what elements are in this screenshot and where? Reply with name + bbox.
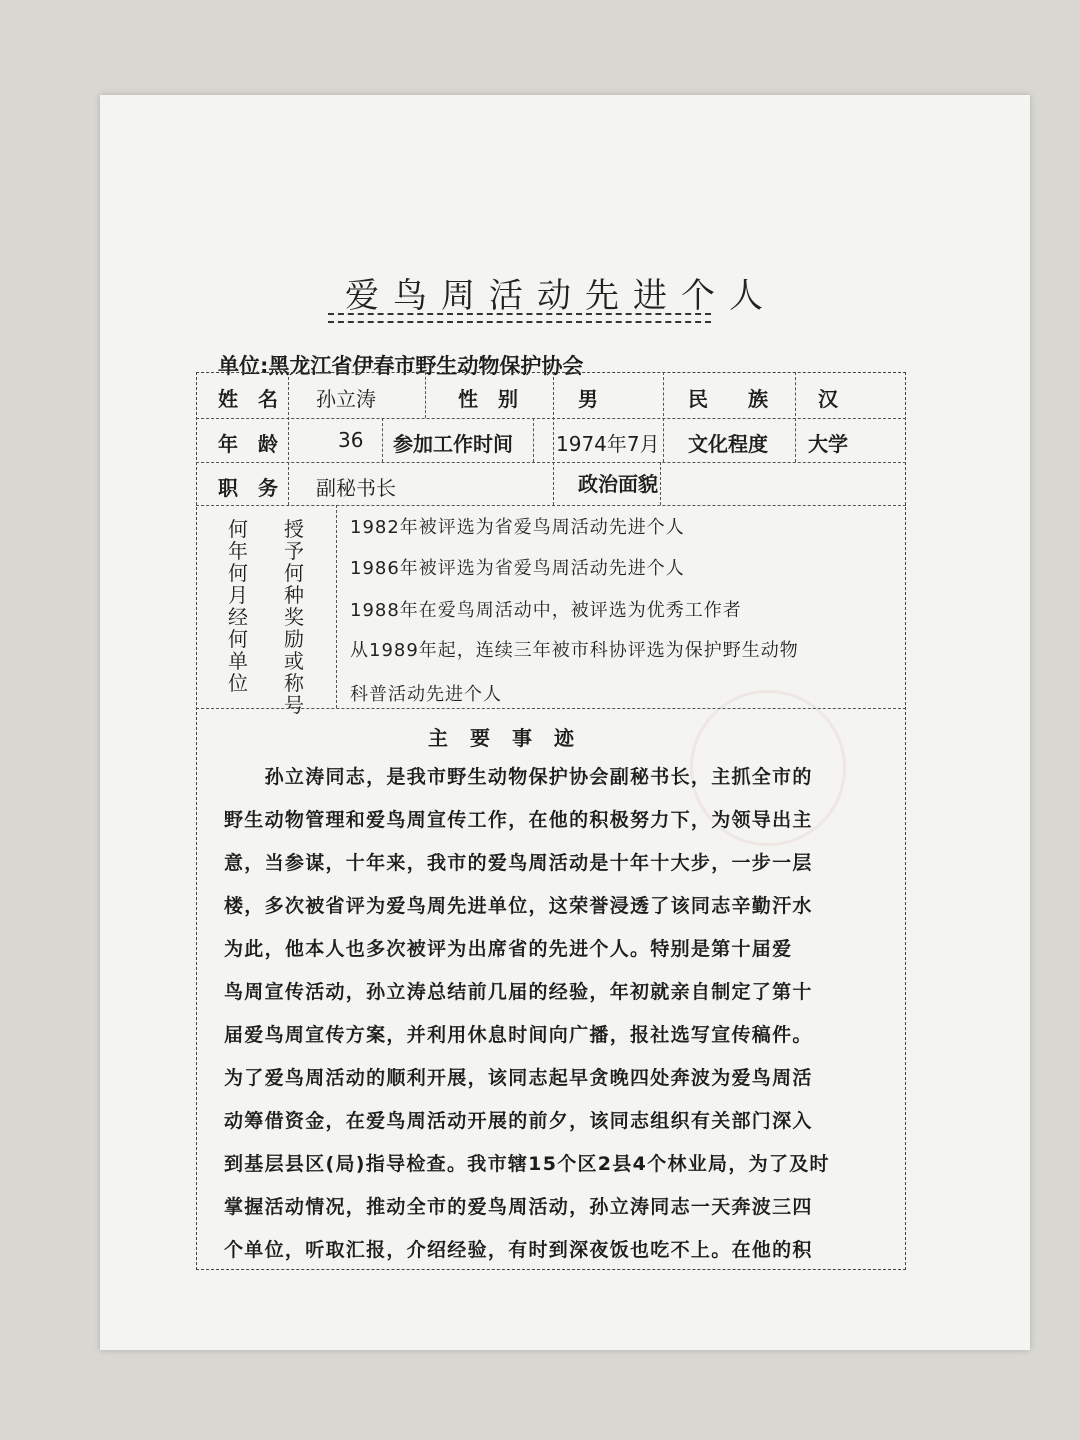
col-divider-b	[425, 372, 426, 418]
award-line-3: 1988年在爱鸟周活动中，被评选为优秀工作者	[350, 600, 742, 621]
work-start-label: 参加工作时间	[393, 432, 513, 456]
education-label: 文化程度	[688, 432, 768, 456]
col-divider-c	[382, 418, 383, 462]
col-divider-h	[795, 372, 796, 462]
row-divider-2	[196, 462, 906, 463]
gender-label: 性 别	[458, 387, 518, 411]
age-value: 36	[338, 428, 364, 452]
deeds-line-5: 为此，他本人也多次被评为出席省的先进个人。特别是第十届爱	[224, 938, 793, 960]
deeds-line-12: 个单位，听取汇报，介绍经验，有时到深夜饭也吃不上。在他的积	[224, 1239, 813, 1261]
deeds-line-11: 掌握活动情况，推动全市的爱鸟周活动，孙立涛同志一天奔波三四	[224, 1196, 813, 1218]
education-value: 大学	[808, 432, 848, 456]
deeds-line-10: 到基层县区(局)指导检查。我市辖15个区2县4个林业局，为了及时	[224, 1153, 830, 1175]
award-line-1: 1982年被评选为省爱鸟周活动先进个人	[350, 517, 685, 538]
col-divider-f	[663, 372, 664, 462]
ethnicity-value: 汉	[818, 387, 838, 411]
unit-line: 单位:黑龙江省伊春市野生动物保护协会	[218, 354, 584, 378]
deeds-line-1: 孙立涛同志，是我市野生动物保护协会副秘书长，主抓全市的	[224, 766, 813, 788]
col-divider-a	[288, 372, 289, 505]
award-line-4: 从1989年起，连续三年被市科协评选为保护野生动物	[350, 640, 799, 661]
deeds-line-3: 意，当参谋，十年来，我市的爱鸟周活动是十年十大步，一步一层	[224, 852, 813, 874]
position-value: 副秘书长	[316, 476, 396, 500]
name-value: 孙立涛	[316, 387, 376, 411]
col-divider-e	[533, 418, 534, 462]
col-divider-g	[660, 462, 661, 505]
deeds-line-4: 楼，多次被省评为爱鸟周先进单位，这荣誉浸透了该同志辛勤汗水	[224, 895, 813, 917]
row-divider-3	[196, 505, 906, 506]
name-label: 姓 名	[218, 387, 278, 411]
deeds-line-6: 鸟周宣传活动，孙立涛总结前几届的经验，年初就亲自制定了第十	[224, 981, 813, 1003]
political-label: 政治面貌	[578, 472, 658, 496]
title-underline-2	[328, 321, 711, 323]
gender-value: 男	[578, 387, 598, 411]
col-divider-i	[336, 505, 337, 708]
when-label: 何年何月经何单位	[228, 517, 248, 695]
work-start-value: 1974年7月	[556, 432, 660, 456]
section-title: 主要事迹	[428, 726, 596, 750]
age-label: 年 龄	[218, 432, 278, 456]
ethnicity-label: 民 族	[688, 387, 768, 411]
deeds-line-2: 野生动物管理和爱鸟周宣传工作，在他的积极努力下，为领导出主	[224, 809, 813, 831]
deeds-line-8: 为了爱鸟周活动的顺利开展，该同志起早贪晚四处奔波为爱鸟周活	[224, 1067, 813, 1089]
document-title: 爱鸟周活动先进个人	[345, 276, 777, 316]
award-line-2: 1986年被评选为省爱鸟周活动先进个人	[350, 558, 685, 579]
award-line-5: 科普活动先进个人	[350, 684, 502, 705]
deeds-line-7: 届爱鸟周宣传方案，并利用休息时间向广播，报社选写宣传稿件。	[224, 1024, 813, 1046]
col-divider-d	[553, 372, 554, 505]
position-label: 职 务	[218, 476, 278, 500]
row-divider-1	[196, 418, 906, 419]
award-label: 授予何种奖励或称号	[284, 517, 304, 717]
deeds-line-9: 动筹借资金，在爱鸟周活动开展的前夕，该同志组织有关部门深入	[224, 1110, 813, 1132]
title-underline-1	[328, 313, 711, 315]
